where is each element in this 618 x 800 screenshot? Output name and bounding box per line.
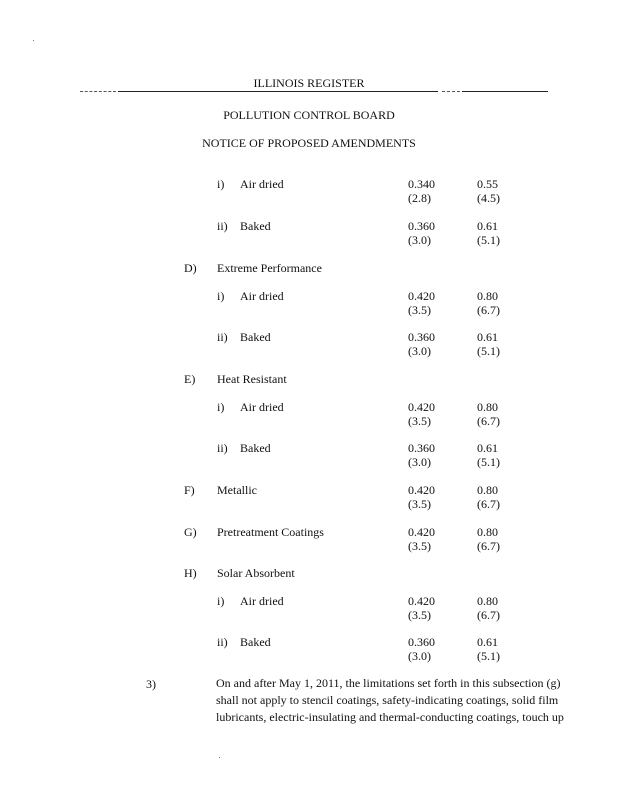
register-title: ILLINOIS REGISTER: [253, 76, 365, 90]
value-voc-lb-gal: 0.420: [408, 289, 435, 303]
value-limit-lb-gal: 0.80: [477, 289, 498, 303]
value-voc-metric: (3.5): [408, 414, 431, 428]
header-rule-left-dash: [80, 91, 116, 92]
row-text: Air dried: [240, 594, 284, 608]
value-limit-lb-gal: 0.80: [477, 525, 498, 539]
header-rule-left: [118, 91, 438, 92]
value-limit-lb-gal: 0.61: [477, 219, 498, 233]
value-voc-lb-gal: 0.360: [408, 330, 435, 344]
value-limit-metric: (5.1): [477, 455, 500, 469]
value-voc-metric: (3.5): [408, 303, 431, 317]
notice-title: NOTICE OF PROPOSED AMENDMENTS: [202, 136, 416, 150]
value-voc-metric: (3.5): [408, 539, 431, 553]
row-text: Metallic: [217, 483, 257, 497]
row-text: Pretreatment Coatings: [217, 525, 324, 539]
value-voc-metric: (3.0): [408, 455, 431, 469]
value-limit-lb-gal: 0.61: [477, 330, 498, 344]
value-limit-lb-gal: 0.61: [477, 635, 498, 649]
row-label: ii): [217, 635, 228, 649]
row-label: i): [217, 594, 225, 608]
row-text: Air dried: [240, 289, 284, 303]
value-voc-lb-gal: 0.340: [408, 177, 435, 191]
row-text: Air dried: [240, 177, 284, 191]
value-voc-lb-gal: 0.420: [408, 525, 435, 539]
value-voc-lb-gal: 0.420: [408, 483, 435, 497]
row-label: ii): [217, 441, 228, 455]
row-text: Baked: [240, 330, 271, 344]
value-limit-lb-gal: 0.80: [477, 400, 498, 414]
value-limit-lb-gal: 0.61: [477, 441, 498, 455]
value-voc-metric: (3.0): [408, 344, 431, 358]
value-limit-metric: (6.7): [477, 608, 500, 622]
value-voc-lb-gal: 0.420: [408, 594, 435, 608]
value-voc-metric: (2.8): [408, 191, 431, 205]
scan-dot-bottom: [219, 757, 220, 758]
row-label: G): [184, 525, 197, 539]
row-label: i): [217, 289, 225, 303]
row-label: ii): [217, 219, 228, 233]
value-voc-lb-gal: 0.360: [408, 635, 435, 649]
row-label: D): [184, 261, 197, 275]
row-text: Baked: [240, 441, 271, 455]
paragraph-line-1: On and after May 1, 2011, the limitations set forth in this subsection (g): [216, 676, 561, 690]
row-text: Baked: [240, 635, 271, 649]
value-limit-lb-gal: 0.55: [477, 177, 498, 191]
row-label: E): [184, 372, 196, 386]
value-voc-lb-gal: 0.360: [408, 219, 435, 233]
value-voc-metric: (3.5): [408, 608, 431, 622]
row-text: Solar Absorbent: [217, 566, 295, 580]
paragraph-line-2: shall not apply to stencil coatings, safety-indicating coatings, solid film: [216, 693, 559, 707]
value-limit-metric: (6.7): [477, 497, 500, 511]
row-text: Heat Resistant: [217, 372, 287, 386]
row-label: ii): [217, 330, 228, 344]
row-text: Extreme Performance: [217, 261, 322, 275]
value-limit-metric: (5.1): [477, 233, 500, 247]
header-rule-right: [462, 91, 548, 92]
paragraph-number: 3): [146, 677, 156, 691]
row-text: Baked: [240, 219, 271, 233]
header-rule-right-dash: [442, 91, 460, 92]
board-title: POLLUTION CONTROL BOARD: [223, 108, 395, 122]
value-limit-metric: (5.1): [477, 344, 500, 358]
value-voc-metric: (3.5): [408, 497, 431, 511]
scan-dot-top: [33, 40, 34, 41]
value-limit-metric: (4.5): [477, 191, 500, 205]
row-text: Air dried: [240, 400, 284, 414]
value-limit-metric: (6.7): [477, 414, 500, 428]
value-voc-metric: (3.0): [408, 649, 431, 663]
value-voc-lb-gal: 0.360: [408, 441, 435, 455]
value-voc-lb-gal: 0.420: [408, 400, 435, 414]
value-limit-lb-gal: 0.80: [477, 594, 498, 608]
paragraph-line-3: lubricants, electric-insulating and thermal-conducting coatings, touch up: [216, 710, 564, 724]
value-limit-metric: (6.7): [477, 303, 500, 317]
value-limit-metric: (6.7): [477, 539, 500, 553]
value-limit-metric: (5.1): [477, 649, 500, 663]
value-limit-lb-gal: 0.80: [477, 483, 498, 497]
row-label: F): [184, 483, 195, 497]
row-label: i): [217, 400, 225, 414]
value-voc-metric: (3.0): [408, 233, 431, 247]
row-label: H): [184, 566, 197, 580]
row-label: i): [217, 177, 225, 191]
